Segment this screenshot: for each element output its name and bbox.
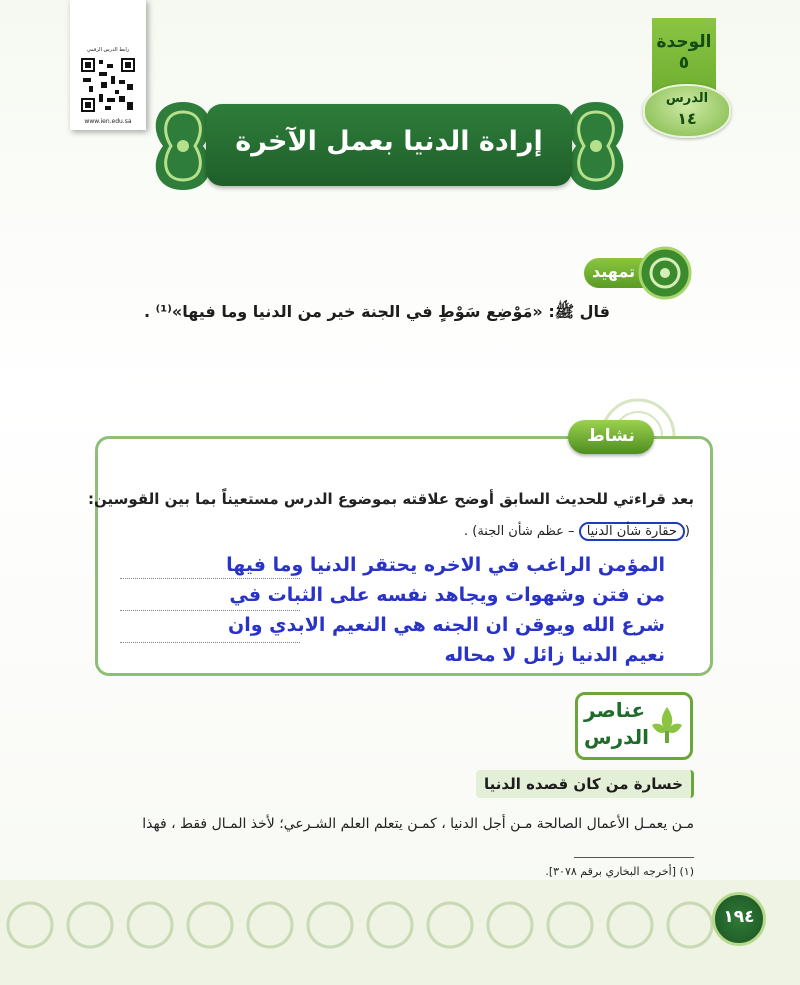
qr-code-card[interactable] <box>70 0 146 130</box>
page-number: ١٩٤ <box>723 907 755 927</box>
intro-label: تمهيد <box>592 262 636 281</box>
lesson-elements-line1: عناصر <box>584 698 646 722</box>
qr-caption: رابط الدرس الرقمي <box>86 47 130 53</box>
answer-line-2[interactable]: من فتن وشهوات ويجاهد نفسه على الثبات في <box>229 584 665 606</box>
lesson-elements-line2: الدرس <box>584 725 650 749</box>
lesson-elements-badge <box>575 692 693 760</box>
option-circled: حقارة شأن الدنيا <box>579 522 685 541</box>
unit-number: ٥ <box>678 53 690 73</box>
activity-instruction: بعد قراءتي للحديث السابق أوضح علاقته بموضوع الدرس مستعيناً بما بين القوسين: <box>88 490 694 508</box>
activity-label: نشاط <box>587 426 635 446</box>
bottom-ornament-band <box>0 880 800 985</box>
answer-line-4[interactable]: نعيم الدنيا زائل لا محاله <box>444 644 665 666</box>
dotted-line <box>120 578 300 579</box>
activity-tab <box>568 420 654 454</box>
section-heading-text: خسارة من كان قصده الدنيا <box>484 775 683 793</box>
intro-hadith-quote: قال ﷺ: «مَوْضِع سَوْطٍ في الجنة خير من الدنيا وما فيها»⁽¹⁾ . <box>143 302 610 321</box>
footnote: (١) [أخرجه البخاري برقم ٣٠٧٨]. <box>545 865 694 878</box>
lesson-label: الدرس <box>665 91 709 106</box>
lesson-badge <box>643 84 731 138</box>
qr-code-icon <box>79 56 137 114</box>
option-separator: – <box>563 524 579 539</box>
answer-line-3[interactable]: شرع الله ويوقن ان الجنه هي النعيم الابدي وان <box>228 614 665 636</box>
fleur-icon <box>650 705 684 745</box>
section-heading <box>476 770 694 798</box>
activity-options: (حقارة شأن الدنيا – عظم شأن الجنة) . <box>463 524 690 539</box>
footnote-divider <box>574 857 694 858</box>
page-title: إرادة الدنيا بعمل الآخرة <box>235 126 543 157</box>
section-body: مـن يعمـل الأعمال الصالحة مـن أجل الدنيا ، كمـن يتعلم العلم الشـرعي؛ لأخذ المـال فقط ، فهذا <box>142 816 694 832</box>
option-other: عظم شأن الجنة) . <box>463 524 564 539</box>
dotted-line <box>120 610 300 611</box>
intro-medallion-icon <box>638 246 692 300</box>
answer-line-1[interactable]: المؤمن الراغب في الاخره يحتقر الدنيا وما فيها <box>226 554 665 576</box>
qr-url: www.ien.edu.sa <box>84 118 132 125</box>
dotted-line <box>120 642 300 643</box>
unit-label: الوحدة <box>656 32 712 52</box>
lesson-number: ١٤ <box>677 109 697 128</box>
lesson-title-banner <box>206 104 572 186</box>
page-number-badge <box>712 892 766 946</box>
